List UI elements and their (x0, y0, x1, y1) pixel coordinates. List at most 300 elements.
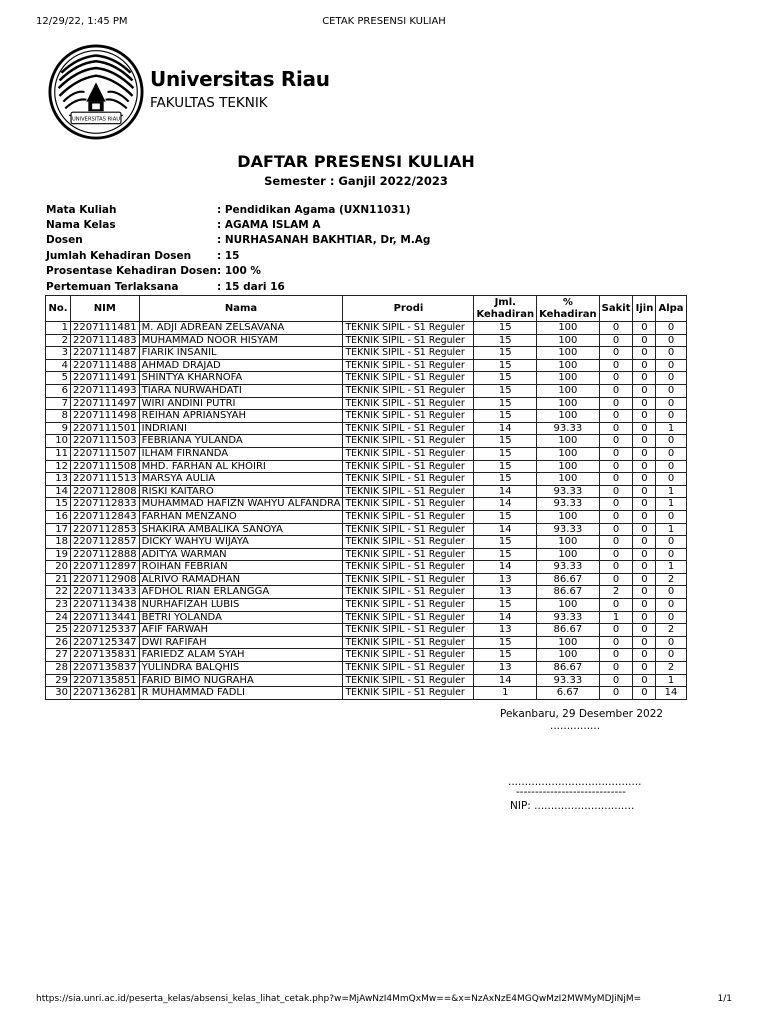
cell-no: 1 (46, 322, 71, 335)
cell-prodi: TEKNIK SIPIL - S1 Reguler (343, 586, 474, 599)
cell-sakit: 0 (599, 322, 633, 335)
cell-ijin: 0 (633, 334, 656, 347)
cell-prodi: TEKNIK SIPIL - S1 Reguler (343, 611, 474, 624)
cell-nama: FIARIK INSANIL (139, 347, 343, 360)
cell-nama: REIHAN APRIANSYAH (139, 410, 343, 423)
cell-alpa: 0 (656, 384, 686, 397)
cell-alpa: 0 (656, 611, 686, 624)
cell-alpa: 2 (656, 573, 686, 586)
info-value: : AGAMA ISLAM A (216, 219, 321, 232)
cell-prodi: TEKNIK SIPIL - S1 Reguler (343, 460, 474, 473)
table-row (46, 397, 687, 410)
cell-nim: 2207112888 (71, 548, 140, 561)
cell-alpa: 0 (656, 359, 686, 372)
cell-nim: 2207111507 (71, 447, 140, 460)
cell-nama: BETRI YOLANDA (139, 611, 343, 624)
info-row (46, 202, 430, 217)
cell-ijin: 0 (633, 422, 656, 435)
document-title: DAFTAR PRESENSI KULIAH (237, 152, 475, 171)
cell-alpa: 0 (656, 536, 686, 549)
cell-ijin: 0 (633, 322, 656, 335)
cell-ijin: 0 (633, 674, 656, 687)
logo-text: UNIVERSITAS RIAU (71, 116, 121, 123)
cell-alpa: 1 (656, 561, 686, 574)
cell-sakit: 0 (599, 359, 633, 372)
cell-persen-kehadiran: 100 (537, 347, 600, 360)
cell-persen-kehadiran: 100 (537, 384, 600, 397)
cell-prodi: TEKNIK SIPIL - S1 Reguler (343, 410, 474, 423)
cell-sakit: 0 (599, 536, 633, 549)
cell-nim: 2207111498 (71, 410, 140, 423)
cell-alpa: 0 (656, 410, 686, 423)
cell-alpa: 0 (656, 372, 686, 385)
cell-persen-kehadiran: 100 (537, 548, 600, 561)
cell-sakit: 0 (599, 397, 633, 410)
cell-no: 24 (46, 611, 71, 624)
page-number: 1/1 (717, 994, 732, 1004)
cell-ijin: 0 (633, 523, 656, 536)
cell-no: 20 (46, 561, 71, 574)
cell-sakit: 0 (599, 473, 633, 486)
info-value: : NURHASANAH BAKHTIAR, Dr, M.Ag (216, 234, 431, 247)
cell-jml-kehadiran: 14 (474, 422, 537, 435)
signature-place-date: Pekanbaru, 29 Desember 2022 (500, 708, 664, 720)
cell-nama: AHMAD DRAJAD (139, 359, 343, 372)
university-logo (48, 44, 144, 140)
table-row (46, 435, 687, 448)
cell-no: 25 (46, 624, 71, 637)
cell-ijin: 0 (633, 384, 656, 397)
table-row (46, 347, 687, 360)
col-no: No. (46, 296, 71, 322)
signature-nip: NIP: .............................. (510, 800, 635, 812)
cell-no: 15 (46, 498, 71, 511)
cell-prodi: TEKNIK SIPIL - S1 Reguler (343, 498, 474, 511)
cell-ijin: 0 (633, 687, 656, 700)
cell-jml-kehadiran: 14 (474, 523, 537, 536)
cell-nim: 2207136281 (71, 687, 140, 700)
cell-ijin: 0 (633, 649, 656, 662)
cell-alpa: 0 (656, 586, 686, 599)
cell-nim: 2207111487 (71, 347, 140, 360)
cell-prodi: TEKNIK SIPIL - S1 Reguler (343, 334, 474, 347)
cell-prodi: TEKNIK SIPIL - S1 Reguler (343, 561, 474, 574)
table-row (46, 422, 687, 435)
cell-jml-kehadiran: 14 (474, 561, 537, 574)
cell-jml-kehadiran: 15 (474, 447, 537, 460)
cell-sakit: 0 (599, 523, 633, 536)
faculty-name: FAKULTAS TEKNIK (150, 95, 268, 111)
table-row (46, 649, 687, 662)
cell-persen-kehadiran: 100 (537, 359, 600, 372)
cell-jml-kehadiran: 14 (474, 611, 537, 624)
cell-prodi: TEKNIK SIPIL - S1 Reguler (343, 485, 474, 498)
info-row (46, 264, 430, 279)
cell-nama: FEBRIANA YULANDA (139, 435, 343, 448)
cell-no: 12 (46, 460, 71, 473)
cell-prodi: TEKNIK SIPIL - S1 Reguler (343, 599, 474, 612)
cell-prodi: TEKNIK SIPIL - S1 Reguler (343, 649, 474, 662)
cell-jml-kehadiran: 15 (474, 636, 537, 649)
cell-ijin: 0 (633, 536, 656, 549)
cell-nama: SHAKIRA AMBALIKA SANOYA (139, 523, 343, 536)
cell-no: 18 (46, 536, 71, 549)
table-row (46, 674, 687, 687)
cell-prodi: TEKNIK SIPIL - S1 Reguler (343, 510, 474, 523)
cell-nim: 2207112808 (71, 485, 140, 498)
table-row (46, 334, 687, 347)
cell-no: 21 (46, 573, 71, 586)
table-row (46, 636, 687, 649)
cell-sakit: 0 (599, 410, 633, 423)
print-datetime: 12/29/22, 1:45 PM (36, 16, 128, 27)
print-title: CETAK PRESENSI KULIAH (322, 16, 446, 27)
info-row (46, 248, 430, 263)
table-row (46, 573, 687, 586)
cell-persen-kehadiran: 100 (537, 410, 600, 423)
course-info (46, 202, 430, 294)
col-jml-kehadiran: Jml. Kehadiran (474, 296, 537, 322)
cell-sakit: 0 (599, 485, 633, 498)
cell-nim: 2207125337 (71, 624, 140, 637)
cell-no: 29 (46, 674, 71, 687)
info-label: Nama Kelas (46, 219, 116, 232)
cell-sakit: 1 (599, 611, 633, 624)
cell-nama: DICKY WAHYU WIJAYA (139, 536, 343, 549)
cell-persen-kehadiran: 100 (537, 649, 600, 662)
cell-ijin: 0 (633, 460, 656, 473)
cell-persen-kehadiran: 100 (537, 510, 600, 523)
col-persen-kehadiran: % Kehadiran (537, 296, 600, 322)
cell-nama: AFIF FARWAH (139, 624, 343, 637)
table-row (46, 548, 687, 561)
table-row (46, 498, 687, 511)
cell-no: 10 (46, 435, 71, 448)
cell-alpa: 2 (656, 662, 686, 675)
table-row (46, 611, 687, 624)
cell-no: 26 (46, 636, 71, 649)
cell-prodi: TEKNIK SIPIL - S1 Reguler (343, 322, 474, 335)
cell-no: 28 (46, 662, 71, 675)
cell-alpa: 0 (656, 599, 686, 612)
signature-title-placeholder: ............... (550, 720, 601, 732)
cell-persen-kehadiran: 100 (537, 460, 600, 473)
cell-persen-kehadiran: 6.67 (537, 687, 600, 700)
cell-sakit: 0 (599, 510, 633, 523)
cell-nama: ILHAM FIRNANDA (139, 447, 343, 460)
cell-prodi: TEKNIK SIPIL - S1 Reguler (343, 384, 474, 397)
cell-persen-kehadiran: 100 (537, 397, 600, 410)
table-row (46, 447, 687, 460)
cell-sakit: 2 (599, 586, 633, 599)
cell-no: 16 (46, 510, 71, 523)
cell-jml-kehadiran: 1 (474, 687, 537, 700)
cell-persen-kehadiran: 93.33 (537, 485, 600, 498)
col-sakit: Sakit (599, 296, 633, 322)
info-label: Prosentase Kehadiran Dosen (46, 265, 217, 278)
cell-nama: ROIHAN FEBRIAN (139, 561, 343, 574)
cell-sakit: 0 (599, 662, 633, 675)
cell-sakit: 0 (599, 372, 633, 385)
cell-sakit: 0 (599, 447, 633, 460)
cell-jml-kehadiran: 15 (474, 359, 537, 372)
cell-alpa: 2 (656, 624, 686, 637)
cell-prodi: TEKNIK SIPIL - S1 Reguler (343, 687, 474, 700)
table-row (46, 523, 687, 536)
cell-alpa: 1 (656, 674, 686, 687)
cell-ijin: 0 (633, 347, 656, 360)
cell-prodi: TEKNIK SIPIL - S1 Reguler (343, 435, 474, 448)
cell-ijin: 0 (633, 473, 656, 486)
cell-no: 4 (46, 359, 71, 372)
university-name: Universitas Riau (150, 67, 330, 91)
col-alpa: Alpa (656, 296, 686, 322)
cell-no: 23 (46, 599, 71, 612)
cell-jml-kehadiran: 15 (474, 473, 537, 486)
cell-persen-kehadiran: 93.33 (537, 422, 600, 435)
cell-ijin: 0 (633, 397, 656, 410)
cell-persen-kehadiran: 93.33 (537, 674, 600, 687)
cell-nama: ADITYA WARMAN (139, 548, 343, 561)
table-row (46, 586, 687, 599)
cell-sakit: 0 (599, 636, 633, 649)
cell-prodi: TEKNIK SIPIL - S1 Reguler (343, 536, 474, 549)
table-row (46, 473, 687, 486)
cell-nama: M. ADJI ADREAN ZELSAVANA (139, 322, 343, 335)
cell-prodi: TEKNIK SIPIL - S1 Reguler (343, 397, 474, 410)
cell-jml-kehadiran: 15 (474, 548, 537, 561)
info-label: Jumlah Kehadiran Dosen (46, 249, 192, 262)
info-label: Dosen (46, 234, 83, 247)
cell-persen-kehadiran: 93.33 (537, 523, 600, 536)
table-row (46, 372, 687, 385)
info-row (46, 217, 430, 232)
table-row (46, 485, 687, 498)
table-row (46, 536, 687, 549)
cell-no: 11 (46, 447, 71, 460)
table-row (46, 687, 687, 700)
cell-nim: 2207111481 (71, 322, 140, 335)
cell-ijin: 0 (633, 410, 656, 423)
cell-jml-kehadiran: 15 (474, 334, 537, 347)
cell-nim: 2207113438 (71, 599, 140, 612)
cell-nama: R MUHAMMAD FADLI (139, 687, 343, 700)
cell-jml-kehadiran: 15 (474, 536, 537, 549)
cell-jml-kehadiran: 15 (474, 322, 537, 335)
table-row (46, 662, 687, 675)
cell-prodi: TEKNIK SIPIL - S1 Reguler (343, 359, 474, 372)
cell-alpa: 0 (656, 510, 686, 523)
cell-jml-kehadiran: 14 (474, 485, 537, 498)
cell-persen-kehadiran: 100 (537, 322, 600, 335)
cell-prodi: TEKNIK SIPIL - S1 Reguler (343, 372, 474, 385)
cell-no: 19 (46, 548, 71, 561)
cell-nim: 2207112908 (71, 573, 140, 586)
cell-sakit: 0 (599, 422, 633, 435)
cell-nim: 2207111508 (71, 460, 140, 473)
info-row (46, 279, 430, 294)
cell-nim: 2207135837 (71, 662, 140, 675)
table-header-row (46, 296, 687, 322)
info-value: : 15 (216, 249, 240, 262)
cell-jml-kehadiran: 14 (474, 674, 537, 687)
cell-jml-kehadiran: 13 (474, 624, 537, 637)
cell-alpa: 0 (656, 473, 686, 486)
cell-no: 5 (46, 372, 71, 385)
cell-persen-kehadiran: 93.33 (537, 498, 600, 511)
cell-no: 14 (46, 485, 71, 498)
cell-ijin: 0 (633, 498, 656, 511)
cell-jml-kehadiran: 14 (474, 498, 537, 511)
cell-nama: INDRIANI (139, 422, 343, 435)
cell-ijin: 0 (633, 561, 656, 574)
semester-label: Semester : Ganjil 2022/2023 (264, 174, 448, 188)
signature-name-placeholder: ........................................ (508, 776, 642, 788)
cell-jml-kehadiran: 15 (474, 397, 537, 410)
cell-sakit: 0 (599, 347, 633, 360)
col-nama: Nama (139, 296, 343, 322)
table-row (46, 510, 687, 523)
cell-nama: MARSYA AULIA (139, 473, 343, 486)
cell-prodi: TEKNIK SIPIL - S1 Reguler (343, 347, 474, 360)
cell-sakit: 0 (599, 624, 633, 637)
cell-nama: FARID BIMO NUGRAHA (139, 674, 343, 687)
cell-nama: ALRIVO RAMADHAN (139, 573, 343, 586)
cell-nim: 2207111483 (71, 334, 140, 347)
signature-line: ----------------------------- (516, 786, 626, 798)
cell-ijin: 0 (633, 447, 656, 460)
cell-ijin: 0 (633, 611, 656, 624)
cell-persen-kehadiran: 100 (537, 372, 600, 385)
cell-sakit: 0 (599, 674, 633, 687)
cell-persen-kehadiran: 100 (537, 473, 600, 486)
cell-jml-kehadiran: 15 (474, 410, 537, 423)
cell-persen-kehadiran: 86.67 (537, 573, 600, 586)
cell-nama: FARHAN MENZANO (139, 510, 343, 523)
cell-no: 30 (46, 687, 71, 700)
cell-nama: WIRI ANDINI PUTRI (139, 397, 343, 410)
col-nim: NIM (71, 296, 140, 322)
cell-persen-kehadiran: 100 (537, 435, 600, 448)
attendance-table (45, 295, 687, 700)
cell-prodi: TEKNIK SIPIL - S1 Reguler (343, 473, 474, 486)
info-value: : 15 dari 16 (216, 280, 285, 293)
cell-alpa: 1 (656, 498, 686, 511)
cell-nim: 2207135831 (71, 649, 140, 662)
cell-jml-kehadiran: 15 (474, 599, 537, 612)
cell-nim: 2207111503 (71, 435, 140, 448)
cell-sakit: 0 (599, 435, 633, 448)
cell-sakit: 0 (599, 384, 633, 397)
cell-prodi: TEKNIK SIPIL - S1 Reguler (343, 447, 474, 460)
cell-sakit: 0 (599, 561, 633, 574)
cell-prodi: TEKNIK SIPIL - S1 Reguler (343, 573, 474, 586)
info-label: Pertemuan Terlaksana (46, 280, 179, 293)
cell-jml-kehadiran: 15 (474, 372, 537, 385)
cell-persen-kehadiran: 100 (537, 536, 600, 549)
cell-no: 27 (46, 649, 71, 662)
cell-nim: 2207111491 (71, 372, 140, 385)
cell-nim: 2207111501 (71, 422, 140, 435)
cell-persen-kehadiran: 100 (537, 447, 600, 460)
cell-jml-kehadiran: 15 (474, 649, 537, 662)
cell-nim: 2207112833 (71, 498, 140, 511)
table-row (46, 322, 687, 335)
cell-alpa: 0 (656, 347, 686, 360)
cell-nim: 2207135851 (71, 674, 140, 687)
cell-persen-kehadiran: 100 (537, 599, 600, 612)
cell-no: 17 (46, 523, 71, 536)
table-row (46, 624, 687, 637)
cell-no: 6 (46, 384, 71, 397)
cell-sakit: 0 (599, 573, 633, 586)
cell-nama: AFDHOL RIAN ERLANGGA (139, 586, 343, 599)
cell-persen-kehadiran: 100 (537, 334, 600, 347)
cell-sakit: 0 (599, 599, 633, 612)
cell-prodi: TEKNIK SIPIL - S1 Reguler (343, 662, 474, 675)
cell-prodi: TEKNIK SIPIL - S1 Reguler (343, 422, 474, 435)
cell-persen-kehadiran: 93.33 (537, 561, 600, 574)
cell-ijin: 0 (633, 624, 656, 637)
cell-alpa: 0 (656, 636, 686, 649)
cell-prodi: TEKNIK SIPIL - S1 Reguler (343, 523, 474, 536)
cell-no: 22 (46, 586, 71, 599)
table-row (46, 359, 687, 372)
cell-no: 13 (46, 473, 71, 486)
cell-sakit: 0 (599, 548, 633, 561)
cell-nama: FARIEDZ ALAM SYAH (139, 649, 343, 662)
cell-jml-kehadiran: 13 (474, 662, 537, 675)
cell-sakit: 0 (599, 498, 633, 511)
cell-ijin: 0 (633, 599, 656, 612)
cell-ijin: 0 (633, 662, 656, 675)
table-row (46, 599, 687, 612)
cell-nim: 2207113433 (71, 586, 140, 599)
table-row (46, 460, 687, 473)
cell-alpa: 0 (656, 435, 686, 448)
print-url: https://sia.unri.ac.id/peserta_kelas/absensi_kelas_lihat_cetak.php?w=MjAwNzI4MmQxMw==&x=NzAxNzE4MGQwMzI2MWMyMDJiNjM= (36, 994, 642, 1004)
cell-nama: DWI RAFIFAH (139, 636, 343, 649)
cell-jml-kehadiran: 13 (474, 586, 537, 599)
cell-alpa: 0 (656, 322, 686, 335)
cell-alpa: 1 (656, 523, 686, 536)
cell-nama: NURHAFIZAH LUBIS (139, 599, 343, 612)
cell-nama: RISKI KAITARO (139, 485, 343, 498)
info-label: Mata Kuliah (46, 203, 117, 216)
cell-ijin: 0 (633, 372, 656, 385)
cell-nim: 2207111493 (71, 384, 140, 397)
cell-alpa: 0 (656, 447, 686, 460)
cell-persen-kehadiran: 100 (537, 636, 600, 649)
info-value: : Pendidikan Agama (UXN11031) (216, 203, 411, 216)
cell-sakit: 0 (599, 460, 633, 473)
cell-no: 9 (46, 422, 71, 435)
cell-no: 3 (46, 347, 71, 360)
cell-no: 8 (46, 410, 71, 423)
cell-prodi: TEKNIK SIPIL - S1 Reguler (343, 548, 474, 561)
cell-nim: 2207112843 (71, 510, 140, 523)
col-prodi: Prodi (343, 296, 474, 322)
cell-ijin: 0 (633, 586, 656, 599)
cell-sakit: 0 (599, 687, 633, 700)
cell-nim: 2207125347 (71, 636, 140, 649)
info-row (46, 233, 430, 248)
cell-prodi: TEKNIK SIPIL - S1 Reguler (343, 636, 474, 649)
cell-jml-kehadiran: 13 (474, 573, 537, 586)
col-ijin: Ijin (633, 296, 656, 322)
cell-nama: MUHAMMAD NOOR HISYAM (139, 334, 343, 347)
cell-no: 2 (46, 334, 71, 347)
